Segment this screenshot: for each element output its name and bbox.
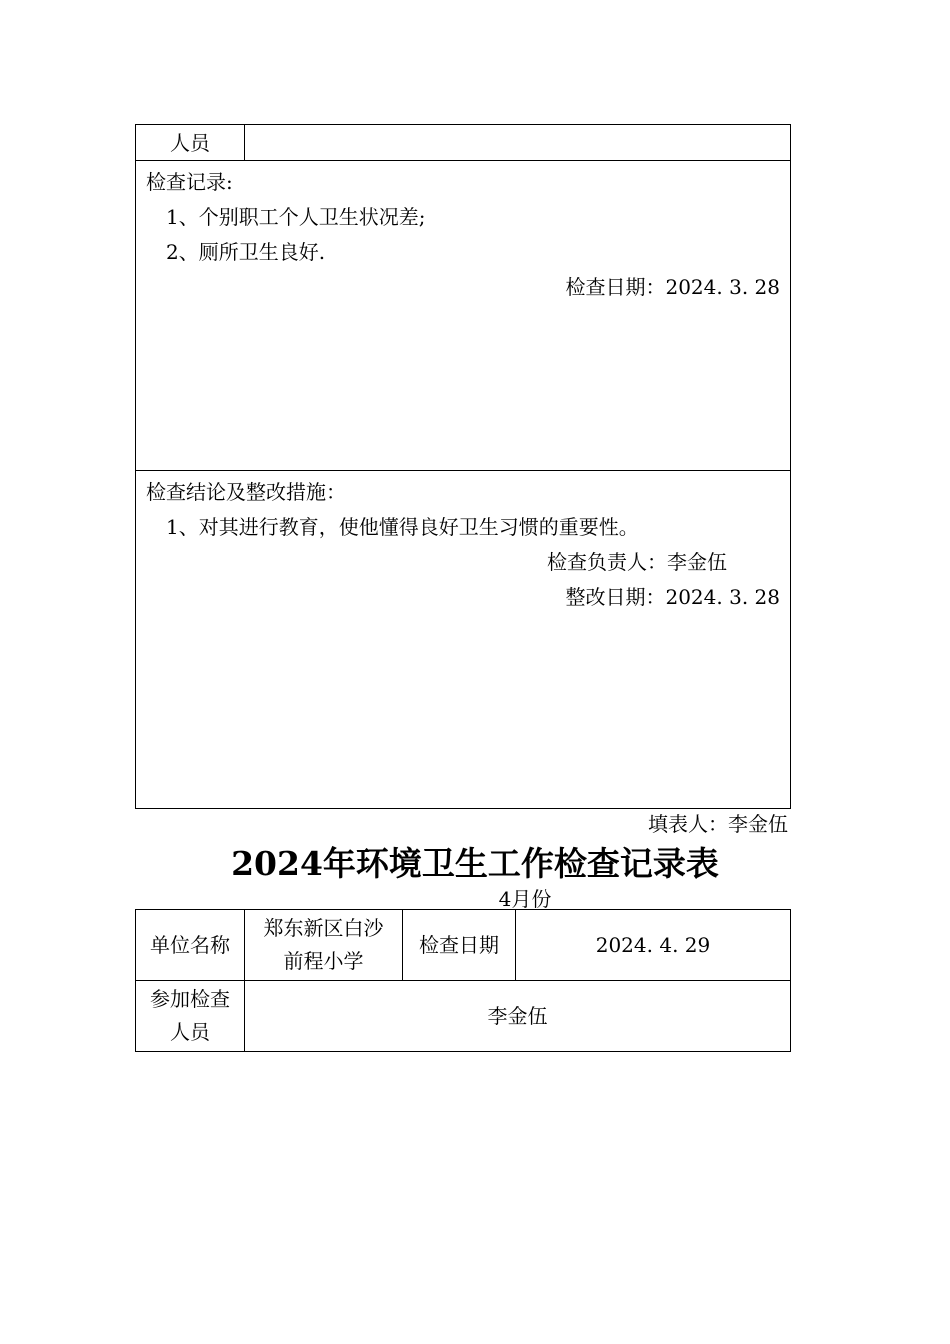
participants-label-line-2: 人员 [170, 1020, 210, 1044]
unit-name-label: 单位名称 [136, 910, 245, 981]
record-item-2: 2、厕所卫生良好. [166, 240, 326, 264]
page-title: 2024年环境卫生工作检查记录表 [231, 844, 719, 883]
conclusion-item-1: 1、对其进行教育，使他懂得良好卫生习惯的重要性。 [166, 515, 639, 539]
conclusion-heading: 检查结论及整改措施： [146, 480, 346, 504]
record-date: 检查日期：2024. 3. 28 [565, 275, 780, 299]
conclusion-section [136, 471, 791, 809]
unit-name-line-2: 前程小学 [283, 949, 364, 973]
inspection-date-value: 2024. 4. 29 [516, 910, 791, 981]
participants-label-line-1: 参加检查 [150, 987, 230, 1011]
record-item-1: 1、个别职工个人卫生状况差; [166, 205, 426, 229]
record-heading: 检查记录: [146, 170, 233, 194]
personnel-value-cell [245, 125, 791, 161]
participants-label [136, 981, 245, 1052]
inspection-table-april [135, 909, 791, 1052]
unit-name-line-1: 郑东新区白沙 [263, 916, 384, 940]
month-subtitle: 4月份 [498, 887, 552, 911]
personnel-label-cell: 人员 [136, 125, 245, 161]
inspection-table-march [135, 124, 791, 809]
participants-value: 李金伍 [245, 981, 791, 1052]
responsible-person: 检查负责人：李金伍 [547, 550, 727, 574]
rectify-date: 整改日期：2024. 3. 28 [565, 585, 780, 609]
form-filler: 填表人：李金伍 [648, 812, 788, 836]
unit-name-value [245, 910, 403, 981]
record-section [136, 161, 791, 471]
inspection-date-label: 检查日期 [403, 910, 516, 981]
